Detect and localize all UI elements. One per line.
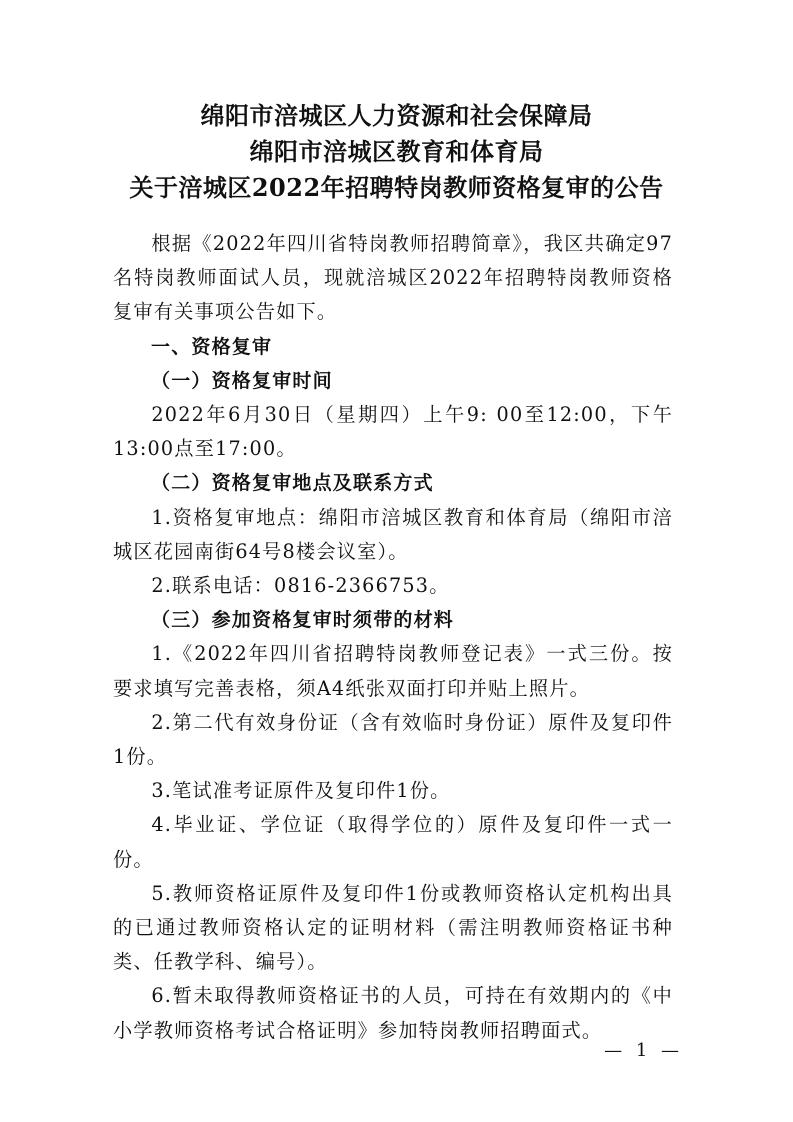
review-time-paragraph: 2022年6月30日（星期四）上午9: 00至12:00，下午13:00点至17:00。 bbox=[113, 403, 673, 461]
sub-heading-review-time: （一）资格复审时间 bbox=[151, 369, 333, 392]
review-location-item: 1.资格复审地点：绵阳市涪城区教育和体育局（绵阳市涪城区花园南街64号8楼会议室）。 bbox=[113, 505, 673, 563]
title-line-2: 绵阳市涪城区教育和体育局 bbox=[249, 137, 544, 166]
sub-heading-review-location: （二）资格复审地点及联系方式 bbox=[151, 472, 434, 495]
intro-paragraph: 根据《2022年四川省特岗教师招聘简章》，我区共确定97名特岗教师面试人员，现就涪城区2022年招聘特岗教师资格复审有关事项公告如下。 bbox=[113, 232, 673, 324]
section-heading-qualification-review: 一、资格复审 bbox=[151, 335, 273, 358]
title-line-3: 关于涪城区2022年招聘特岗教师资格复审的公告 bbox=[129, 173, 664, 202]
material-item: 4.毕业证、学位证（取得学位的）原件及复印件一式一份。 bbox=[113, 813, 673, 871]
material-item: 2.第二代有效身份证（含有效临时身份证）原件及复印件1份。 bbox=[113, 710, 673, 769]
material-item: 1.《2022年四川省招聘特岗教师登记表》一式三份。按要求填写完善表格，须A4纸张双面打印并贴上照片。 bbox=[113, 642, 673, 700]
material-item: 5.教师资格证原件及复印件1份或教师资格认定机构出具的已通过教师资格认定的证明材料（需注明教师资格证书种类、任教学科、编号）。 bbox=[113, 881, 673, 974]
material-item: 3.笔试准考证原件及复印件1份。 bbox=[151, 779, 451, 803]
contact-phone-item: 2.联系电话：0816-2366753。 bbox=[151, 574, 450, 598]
title-line-1: 绵阳市涪城区人力资源和社会保障局 bbox=[200, 101, 593, 130]
page-number: — 1 — bbox=[604, 1040, 683, 1061]
document-title bbox=[60, 98, 733, 206]
material-item: 6.暂未取得教师资格证书的人员，可持在有效期内的《中小学教师资格考试合格证明》参加特岗教师招聘面式。 bbox=[113, 984, 673, 1042]
sub-heading-required-materials: （三）参加资格复审时须带的材料 bbox=[151, 609, 455, 632]
document-body bbox=[113, 227, 673, 1048]
